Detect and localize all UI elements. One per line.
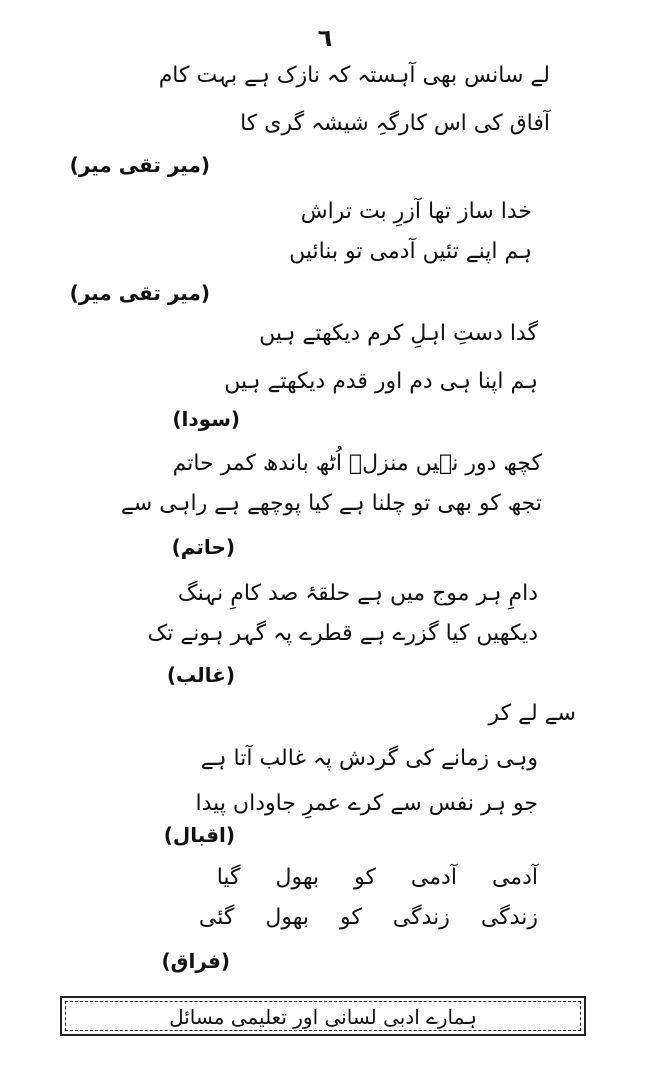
book-title: ہمارے ادبی لسانی اور تعلیمی مسائل xyxy=(169,1005,477,1029)
poet-attribution: (اقبال) xyxy=(163,823,235,847)
verse-line: ہم اپنے تئیں آدمی تو بنائیں xyxy=(289,239,532,264)
verse-line: دیکھیں کیا گزرے ہے قطرے پہ گہر ہونے تک xyxy=(147,621,538,646)
verse-line: تجھ کو بھی تو چلنا ہے کیا پوچھے ہے راہی سے xyxy=(120,491,542,516)
verse-line: زندگی زندگی کو بھول گئی xyxy=(198,905,538,930)
verse-line: ہم اپنا ہی دم اور قدم دیکھتے ہیں xyxy=(224,369,538,394)
verse-line: جو ہر نفس سے کرے عمرِ جاوداں پیدا xyxy=(195,791,538,816)
running-footer xyxy=(60,996,586,1036)
poet-attribution: (حاتم) xyxy=(171,535,235,559)
verse-line: آفاق کی اس کارگہِ شیشہ گری کا xyxy=(240,111,550,136)
verse-line: وہی زمانے کی گردش پہ غالب آتا ہے xyxy=(200,746,538,771)
transition-text: سے لے کر xyxy=(488,701,576,726)
verse-line: آدمی آدمی کو بھول گیا xyxy=(216,865,538,890)
verse-line: خدا ساز تھا آزرِ بت تراش xyxy=(300,199,532,224)
poet-attribution: (میر تقی میر) xyxy=(69,153,210,177)
verse-line: کچھ دور نہیں منزلؔ اُٹھ باندھ کمر حاتم xyxy=(172,451,542,476)
poet-attribution: (سودا) xyxy=(172,407,240,431)
page-number: ٦ xyxy=(317,24,333,52)
verse-line: دامِ ہر موج میں ہے حلقۂ صد کامِ نہنگ xyxy=(177,581,538,606)
verse-line: گدا دستِ اہلِ کرم دیکھتے ہیں xyxy=(259,321,538,346)
poet-attribution: (میر تقی میر) xyxy=(69,281,210,305)
poet-attribution: (فراق) xyxy=(161,949,230,973)
verse-line: لے سانس بھی آہستہ کہ نازک ہے بہت کام xyxy=(158,63,550,88)
poet-attribution: (غالب) xyxy=(166,663,235,687)
